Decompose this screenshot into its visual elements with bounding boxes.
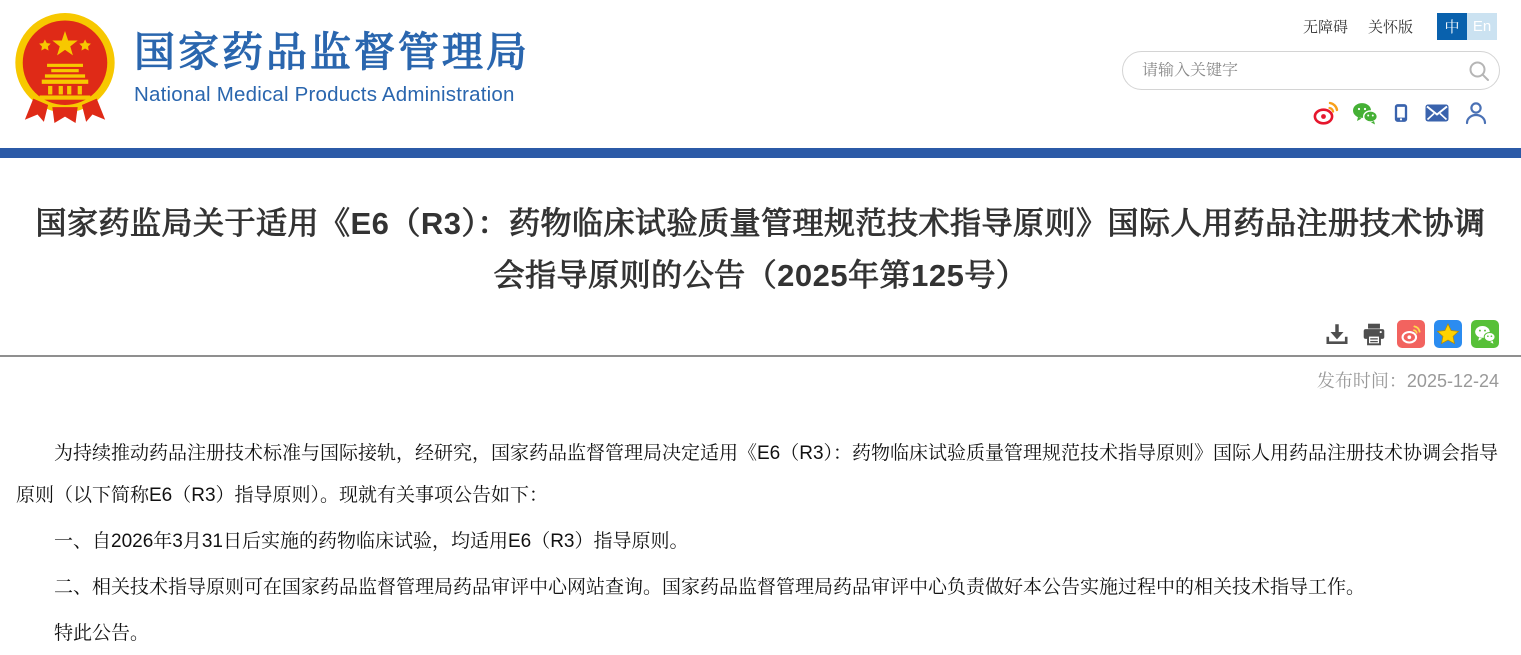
page-title: 国家药监局关于适用《E6（R3）：药物临床试验质量管理规范技术指导原则》国际人用药品注册技术协调会指导原则的公告（2025年第125号）: [35, 206, 1486, 293]
download-button[interactable]: [1323, 320, 1351, 348]
publish-date-label: 发布时间：: [1316, 371, 1407, 391]
share-qzone-button[interactable]: [1434, 320, 1462, 348]
mail-icon[interactable]: [1424, 100, 1450, 126]
article-body: [10, 433, 1511, 655]
site-header: [0, 0, 1521, 148]
lang-zh-button[interactable]: 中: [1437, 13, 1467, 40]
national-emblem-icon: [12, 12, 118, 124]
share-wechat-button[interactable]: [1471, 320, 1499, 348]
header-divider-band: [0, 148, 1521, 158]
mobile-icon[interactable]: [1391, 100, 1411, 126]
weibo-icon[interactable]: [1313, 100, 1339, 126]
site-logo[interactable]: [12, 12, 530, 124]
share-wechat-icon: [1474, 323, 1496, 345]
share-weibo-icon: [1400, 323, 1422, 345]
share-qzone-icon: [1436, 322, 1460, 346]
site-title-block: [134, 29, 530, 106]
article-page: [0, 198, 1521, 655]
print-button[interactable]: [1360, 320, 1388, 348]
wechat-icon[interactable]: [1352, 100, 1378, 126]
top-utility-links: [1303, 13, 1497, 40]
site-name-zh: 国家药品监督管理局: [134, 29, 530, 76]
search-icon: [1467, 59, 1491, 83]
header-social-icons: [1313, 100, 1489, 126]
user-icon[interactable]: [1463, 100, 1489, 126]
article-paragraph: 一、自2026年3月31日后实施的药物临床试验，均适用E6（R3）指导原则。: [54, 531, 689, 552]
search-button[interactable]: [1459, 52, 1499, 89]
care-mode-link[interactable]: 关怀版: [1367, 19, 1413, 36]
language-switch: [1437, 13, 1497, 40]
publish-date: [10, 367, 1499, 393]
article-paragraph: 二、相关技术指导原则可在国家药品监督管理局药品审评中心网站查询。国家药品监督管理局药品审评中心负责做好本公告实施过程中的相关技术指导工作。: [54, 577, 1366, 598]
search-input[interactable]: [1123, 62, 1459, 80]
site-name-en: National Medical Products Administration: [134, 82, 515, 106]
article-paragraph: 特此公告。: [54, 623, 150, 644]
print-icon: [1361, 321, 1387, 347]
article-paragraph: 为持续推动药品注册技术标准与国际接轨，经研究，国家药品监督管理局决定适用《E6（R3）：药物临床试验质量管理规范技术指导原则》国际人用药品注册技术协调会指导原则（以下简称E6（R3）指导原则）。现就有关事项公告如下：: [16, 443, 1499, 506]
search-box: [1122, 51, 1500, 90]
title-divider: [0, 355, 1521, 357]
lang-en-button[interactable]: En: [1467, 13, 1497, 40]
download-icon: [1324, 321, 1350, 347]
share-weibo-button[interactable]: [1397, 320, 1425, 348]
publish-date-value: 2025-12-24: [1406, 371, 1499, 391]
article-toolbar: [10, 320, 1499, 348]
accessibility-link[interactable]: 无障碍: [1302, 19, 1348, 36]
